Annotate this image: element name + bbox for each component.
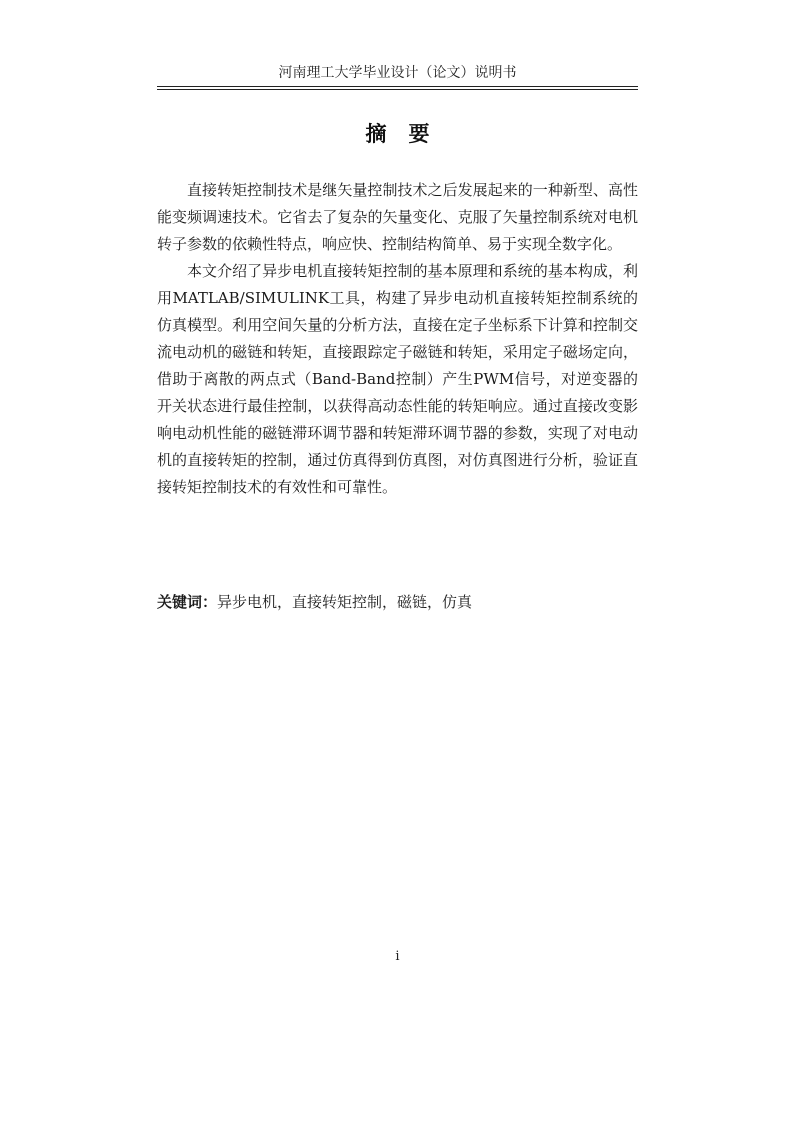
- keywords-line: [157, 589, 638, 615]
- page-number: i: [395, 949, 400, 964]
- header-rule-thin: [157, 89, 638, 90]
- keywords-text: 异步电机，直接转矩控制，磁链，仿真: [217, 593, 473, 611]
- abstract-paragraph-1: 直接转矩控制技术是继矢量控制技术之后发展起来的一种新型、高性能变频调速技术。它省去了复杂的矢量变化、克服了矢量控制系统对电机转子参数的依赖性特点，响应快、控制结构简单、易于实现全数字化。: [157, 181, 638, 253]
- abstract-paragraph-2: 本文介绍了异步电机直接转矩控制的基本原理和系统的基本构成，利用MATLAB/SIMULINK工具，构建了异步电动机直接转矩控制系统的仿真模型。利用空间矢量的分析方法，直接在定子坐标系下计算和控制交流电动机的磁链和转矩，直接跟踪定子磁链和转矩，采用定子磁场定向，借助于离散的两点式（Band-Band控制）产生PWM信号，对逆变器的开关状态进行最佳控制，以获得高动态性能的转矩响应。通过直接改变影响电动机性能的磁链滞环调节器和转矩滞环调节器的参数，实现了对电动机的直接转矩的控制，通过仿真得到仿真图，对仿真图进行分析，验证直接转矩控制技术的有效性和可靠性。: [157, 262, 638, 496]
- abstract-body: [157, 177, 638, 501]
- keywords-label: 关键词：: [157, 593, 218, 611]
- running-header: 河南理工大学毕业设计（论文）说明书: [278, 65, 517, 81]
- header-rule-thick: [157, 86, 638, 87]
- abstract-title: 摘要: [365, 121, 452, 146]
